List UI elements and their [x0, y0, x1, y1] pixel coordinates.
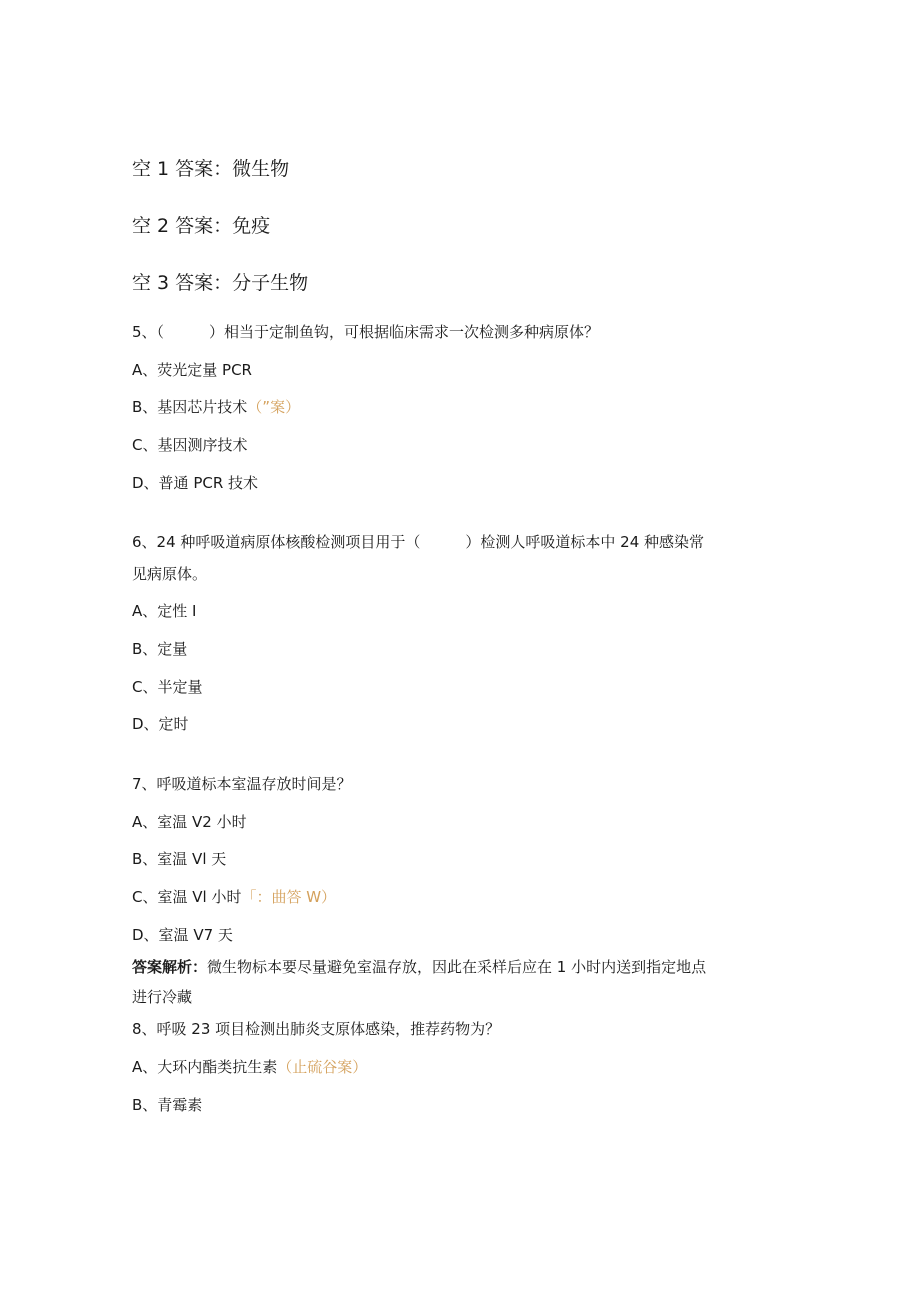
- blank-3-answer: [132, 271, 308, 295]
- question-7-option-b: B、室温 Vl 天: [132, 850, 227, 868]
- blank-2-value: 免疫: [232, 215, 271, 237]
- question-7-option-d: D、室温 V7 天: [132, 926, 233, 944]
- question-7-option-c: [132, 887, 336, 907]
- question-6-option-d: D、定时: [132, 715, 189, 733]
- question-7-answer-mark: 「：曲答 W）: [241, 888, 337, 906]
- question-5-option-b: [132, 397, 300, 417]
- question-6-stem-line-1: 6、24 种呼吸道病原体核酸检测项目用于（ ）检测人呼吸道标本中 24 种感染常: [132, 533, 705, 551]
- question-6-stem-line-2: 见病原体。: [132, 565, 208, 583]
- question-7-analysis-line-2: 进行冷藏: [132, 988, 193, 1006]
- question-8-option-a: [132, 1057, 367, 1077]
- blank-2-answer: [132, 214, 270, 238]
- question-5-stem: 5、（ ）相当于定制鱼钩，可根据临床需求一次检测多种病原体？: [132, 323, 600, 341]
- blank-1-label: 空 1 答案：: [132, 158, 233, 180]
- question-8-answer-mark: （止硫谷案）: [277, 1058, 368, 1076]
- question-7-option-c-text: C、室温 Vl 小时: [132, 888, 242, 906]
- question-5-option-d: D、普通 PCR 技术: [132, 474, 259, 492]
- blank-3-value: 分子生物: [232, 272, 309, 294]
- question-5-answer-mark: （”案）: [247, 398, 301, 416]
- blank-1-answer: [132, 157, 289, 181]
- question-8-option-a-text: A、大环内酯类抗生素: [132, 1058, 278, 1076]
- blank-1-value: 微生物: [232, 158, 290, 180]
- question-6-option-b: B、定量: [132, 640, 188, 658]
- question-6-option-c: C、半定量: [132, 678, 203, 696]
- blank-3-label: 空 3 答案：: [132, 272, 233, 294]
- question-8-stem: 8、呼吸 23 项目检测出肺炎支原体感染，推荐药物为？: [132, 1020, 501, 1038]
- question-6-option-a: A、定性 I: [132, 602, 197, 620]
- blank-2-label: 空 2 答案：: [132, 215, 233, 237]
- question-5-option-a: A、荧光定量 PCR: [132, 361, 252, 379]
- question-7-stem: 7、呼吸道标本室温存放时间是？: [132, 775, 352, 793]
- question-7-analysis-line-1: [132, 957, 706, 977]
- question-7-option-a: A、室温 V2 小时: [132, 813, 247, 831]
- question-8-option-b: B、青霉素: [132, 1096, 203, 1114]
- question-5-option-b-text: B、基因芯片技术: [132, 398, 248, 416]
- answer-analysis-label: 答案解析：: [132, 958, 208, 976]
- answer-analysis-text: 微生物标本要尽量避免室温存放，因此在采样后应在 1 小时内送到指定地点: [207, 958, 707, 976]
- question-5-option-c: C、基因测序技术: [132, 436, 248, 454]
